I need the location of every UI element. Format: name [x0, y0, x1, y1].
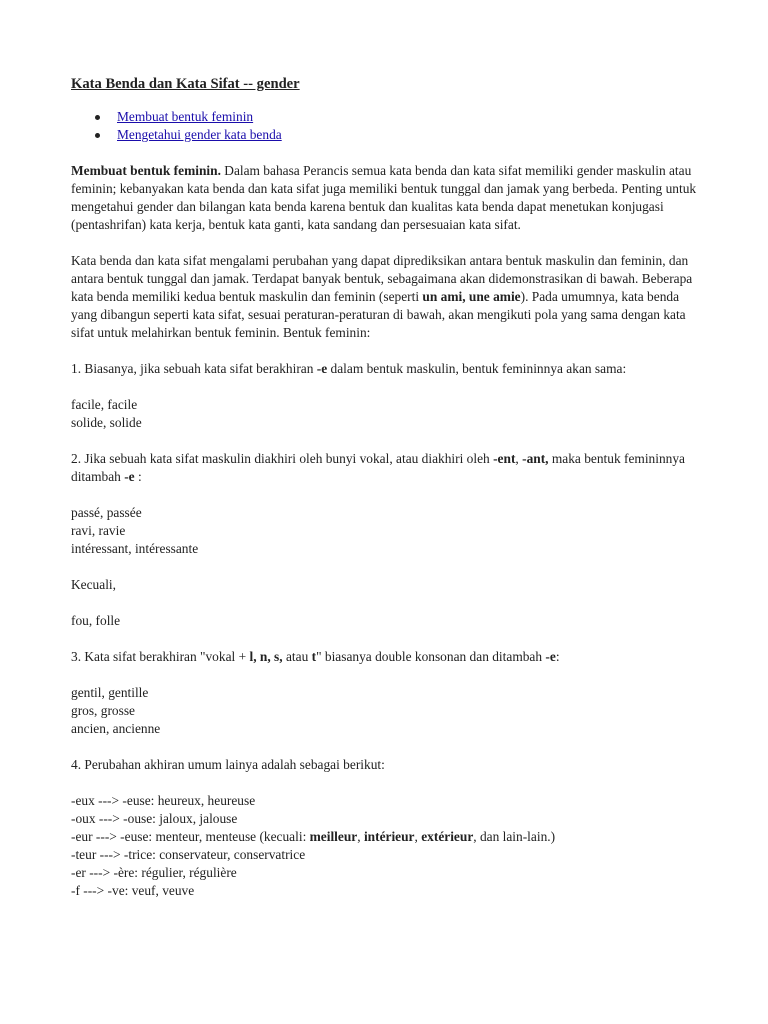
examples-1	[71, 396, 708, 432]
example-line: intéressant, intéressante	[71, 541, 199, 556]
text: 3. Kata sifat berakhiran "vokal +	[71, 649, 250, 664]
word-bold: extérieur	[421, 829, 474, 844]
link-membuat-bentuk-feminin[interactable]: Membuat bentuk feminin	[117, 109, 254, 124]
text: ,	[414, 829, 422, 844]
list-item	[117, 108, 708, 126]
example-line: ravi, ravie	[71, 523, 126, 538]
text: " biasanya double konsonan dan ditambah	[316, 649, 546, 664]
paragraph-intro	[71, 162, 708, 234]
example-line: -teur ---> -trice: conservateur, conservatrice	[71, 847, 306, 862]
text: ,	[515, 451, 523, 466]
suffix-bold: -e	[545, 649, 556, 664]
example-line: -oux ---> -ouse: jaloux, jalouse	[71, 811, 238, 826]
rule-4: 4. Perubahan akhiran umum lainya adalah sebagai berikut:	[71, 757, 385, 772]
intro-lead: Membuat bentuk feminin.	[71, 163, 221, 178]
page-title: Kata Benda dan Kata Sifat -- gender	[71, 76, 300, 92]
text: ,	[357, 829, 364, 844]
text: :	[134, 469, 142, 484]
text: Kata benda dan kata sifat mengalami perubahan yang dapat diprediksikan antara bentuk maskulin dan feminin, dan antara bentuk tunggal dan jamak. Terdapat banyak bentuk, sebagaimana akan didemonstrasikan di bawah. Beberapa kata benda memiliki kedua bentuk maskulin dan feminin (seperti	[71, 253, 693, 304]
example-line: facile, facile	[71, 397, 138, 412]
example-line: passé, passée	[71, 505, 142, 520]
example-line: ancien, ancienne	[71, 721, 161, 736]
example-line: -er ---> -ère: régulier, régulière	[71, 865, 237, 880]
suffix-bold: -ent	[493, 451, 516, 466]
rule-2	[71, 450, 708, 486]
link-list	[71, 108, 708, 144]
text: dalam bentuk maskulin, bentuk femininnya akan sama:	[327, 361, 627, 376]
example-line: -eux ---> -euse: heureux, heureuse	[71, 793, 256, 808]
text: -eur ---> -euse: menteur, menteuse (kecuali:	[71, 829, 310, 844]
example-line: -f ---> -ve: veuf, veuve	[71, 883, 195, 898]
examples-2	[71, 504, 708, 558]
examples-4	[71, 792, 708, 900]
example-line: gentil, gentille	[71, 685, 149, 700]
text: ). Pada umumnya, kata benda yang dibangun seperti kata sifat, sesuai peraturan-peraturan di bawah, akan mengikuti pola yang sama dengan kata sifat untuk melahirkan bentuk feminin. Bentuk feminin:	[71, 289, 686, 340]
text: 2. Jika sebuah kata sifat maskulin diakhiri oleh bunyi vokal, atau diakhiri oleh	[71, 451, 494, 466]
list-item	[117, 126, 708, 144]
paragraph-changes	[71, 252, 708, 342]
example-line: solide, solide	[71, 415, 142, 430]
rule-1	[71, 360, 708, 378]
examples-3	[71, 684, 708, 738]
example-bold: un ami, une amie	[422, 289, 521, 304]
link-mengetahui-gender[interactable]: Mengetahui gender kata benda	[117, 127, 282, 142]
suffix-bold: -e	[124, 469, 135, 484]
exception-example: fou, folle	[71, 613, 121, 628]
suffix-bold: -ant,	[522, 451, 549, 466]
word-bold: meilleur	[309, 829, 358, 844]
suffix-bold: t	[311, 649, 317, 664]
text: , dan lain-lain.)	[473, 829, 556, 844]
example-line	[71, 828, 708, 846]
exception-label: Kecuali,	[71, 577, 116, 592]
suffix-bold: -e	[316, 361, 328, 376]
text: atau	[282, 649, 312, 664]
text: 1. Biasanya, jika sebuah kata sifat berakhiran	[71, 361, 317, 376]
example-line: gros, grosse	[71, 703, 135, 718]
suffix-bold: l, n, s,	[249, 649, 283, 664]
text: :	[555, 649, 560, 664]
rule-3	[71, 648, 708, 666]
word-bold: intérieur	[363, 829, 415, 844]
text: maka bentuk femininnya ditambah	[71, 451, 686, 484]
intro-text: Dalam bahasa Perancis semua kata benda dan kata sifat memiliki gender maskulin atau feminin; kebanyakan kata benda dan kata sifat juga memiliki bentuk tunggal dan jamak yang berbeda. Penting untuk mengetahui gender dan bilangan kata benda karena bentuk dan kualitas kata benda dapat menetukan konjugasi (pentashrifan) kata kerja, bentuk kata ganti, kata sandang dan persesuaian kata sifat.	[71, 163, 697, 232]
